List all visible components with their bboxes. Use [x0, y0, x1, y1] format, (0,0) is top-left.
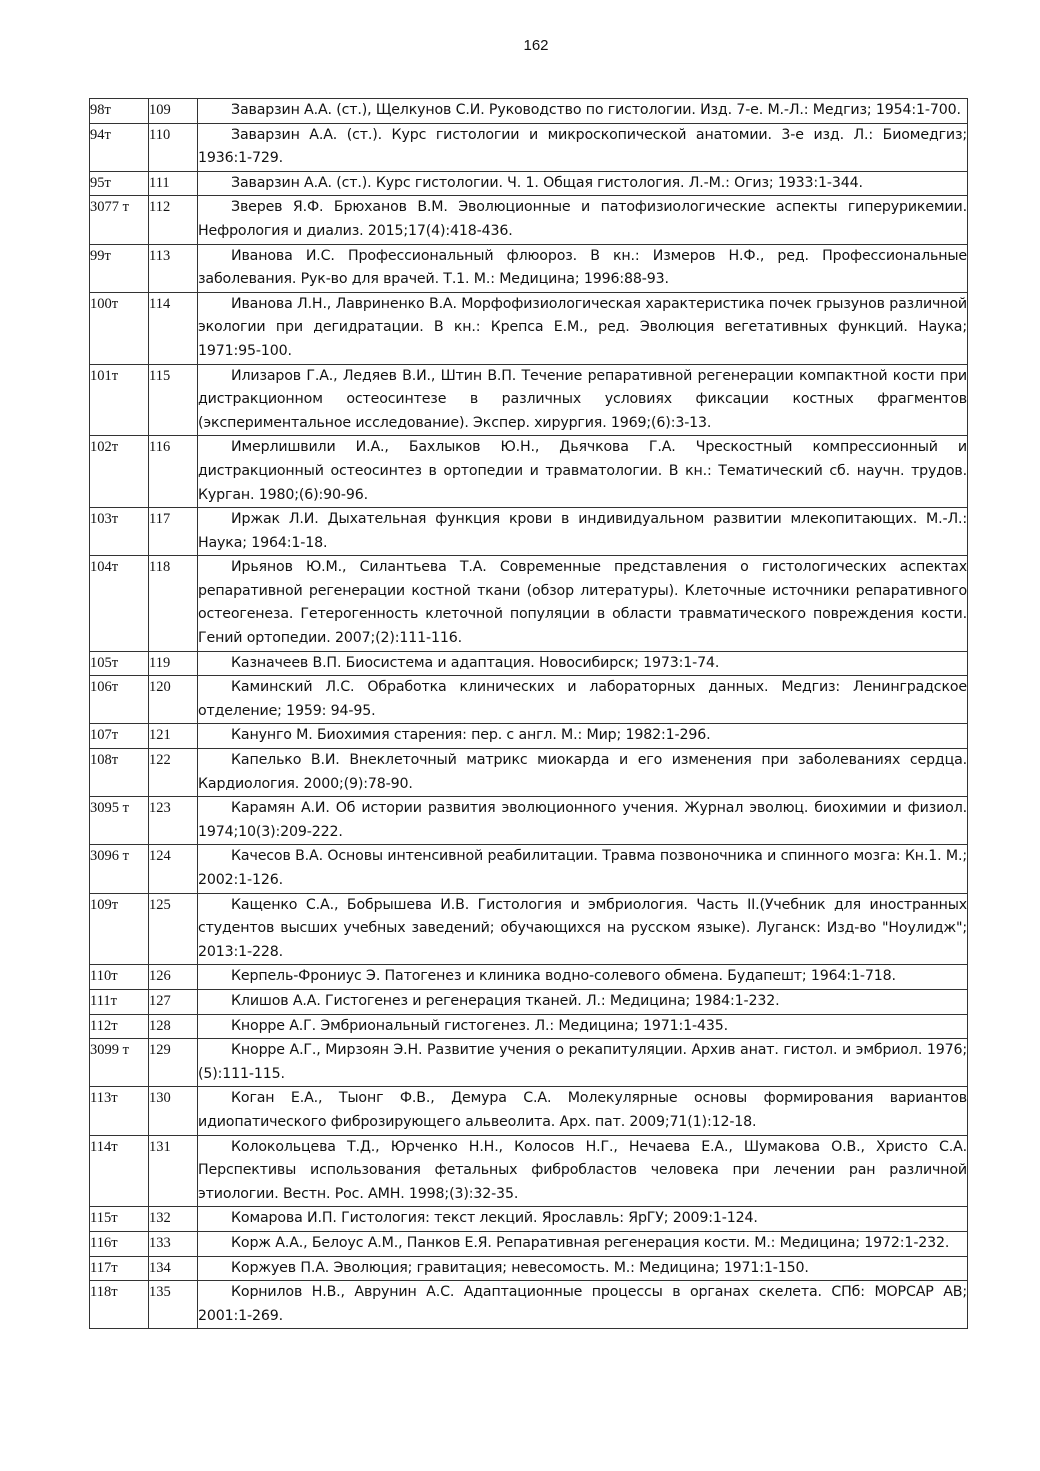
reference-number-cell: 113	[149, 244, 198, 292]
table-row	[90, 1039, 968, 1087]
table-row	[90, 508, 968, 556]
reference-citation-cell: Качесов В.А. Основы интенсивной реабилитации. Травма позвоночника и спинного мозга: Кн.1. М.; 2002:1-126.	[198, 845, 968, 893]
table-row	[90, 1087, 968, 1135]
reference-citation-cell: Коган Е.А., Тыонг Ф.В., Демура С.А. Молекулярные основы формирования вариантов идиопатического фиброзирующего альвеолита. Арх. пат. 2009;71(1):12-18.	[198, 1087, 968, 1135]
reference-code-cell: 117т	[90, 1256, 149, 1281]
reference-citation-cell: Заварзин А.А. (ст.). Курс гистологии и микроскопической анатомии. 3-е изд. Л.: Биомедгиз; 1936:1-729.	[198, 123, 968, 171]
reference-code-cell: 3095 т	[90, 797, 149, 845]
reference-table	[89, 98, 968, 1329]
reference-number-cell: 115	[149, 364, 198, 436]
reference-citation-cell: Кнорре А.Г. Эмбриональный гистогенез. Л.: Медицина; 1971:1-435.	[198, 1014, 968, 1039]
reference-citation-cell: Каминский Л.С. Обработка клинических и лабораторных данных. Медгиз: Ленинградское отделение; 1959: 94-95.	[198, 676, 968, 724]
reference-code-cell: 110т	[90, 965, 149, 990]
reference-number-cell: 116	[149, 436, 198, 508]
reference-citation-cell: Иржак Л.И. Дыхательная функция крови в индивидуальном развитии млекопитающих. М.-Л.: Наука; 1964:1-18.	[198, 508, 968, 556]
table-row	[90, 1014, 968, 1039]
table-row	[90, 364, 968, 436]
reference-number-cell: 133	[149, 1231, 198, 1256]
reference-number-cell: 123	[149, 797, 198, 845]
reference-citation-cell: Корнилов Н.В., Аврунин А.С. Адаптационные процессы в органах скелета. СПб: МОРСАР АВ; 2001:1-269.	[198, 1281, 968, 1329]
reference-code-cell: 3096 т	[90, 845, 149, 893]
reference-code-cell: 95т	[90, 171, 149, 196]
reference-code-cell: 102т	[90, 436, 149, 508]
reference-citation-cell: Иванова Л.Н., Лавриненко В.А. Морфофизиологическая характеристика почек грызунов различной экологии при дегидратации. В кн.: Крепса Е.М., ред. Эволюция вегетативных функций. Наука; 1971:95-100.	[198, 292, 968, 364]
table-row	[90, 893, 968, 965]
reference-citation-cell: Ирьянов Ю.М., Силантьева Т.А. Современные представления о гистологических аспектах репаративной регенерации костной ткани (обзор литературы). Клеточные источники репаративного остеогенеза. Гетерогенность клеточной популяции в области травматического повреждения кости. Гений ортопедии. 2007;(2):111-116.	[198, 556, 968, 651]
table-row	[90, 845, 968, 893]
reference-citation-cell: Клишов А.А. Гистогенез и регенерация тканей. Л.: Медицина; 1984:1-232.	[198, 989, 968, 1014]
table-row	[90, 556, 968, 651]
reference-citation-cell: Комарова И.П. Гистология: текст лекций. Ярославль: ЯрГУ; 2009:1-124.	[198, 1207, 968, 1232]
reference-number-cell: 128	[149, 1014, 198, 1039]
table-row	[90, 436, 968, 508]
reference-citation-cell: Керпель-Фрониус Э. Патогенез и клиника водно-солевого обмена. Будапешт; 1964:1-718.	[198, 965, 968, 990]
reference-code-cell: 100т	[90, 292, 149, 364]
reference-code-cell: 113т	[90, 1087, 149, 1135]
table-row	[90, 244, 968, 292]
table-row	[90, 651, 968, 676]
table-row	[90, 1135, 968, 1207]
reference-citation-cell: Имерлишвили И.А., Бахлыков Ю.Н., Дьячкова Г.А. Чрескостный компрессионный и дистракционный остеосинтез в ортопедии и травматологии. В кн.: Тематический сб. научн. трудов. Курган. 1980;(6):90-96.	[198, 436, 968, 508]
reference-code-cell: 105т	[90, 651, 149, 676]
reference-number-cell: 132	[149, 1207, 198, 1232]
reference-code-cell: 108т	[90, 749, 149, 797]
table-row	[90, 1207, 968, 1232]
reference-number-cell: 111	[149, 171, 198, 196]
reference-number-cell: 112	[149, 196, 198, 244]
reference-code-cell: 103т	[90, 508, 149, 556]
reference-number-cell: 124	[149, 845, 198, 893]
reference-code-cell: 107т	[90, 724, 149, 749]
table-row	[90, 676, 968, 724]
reference-number-cell: 122	[149, 749, 198, 797]
reference-code-cell: 118т	[90, 1281, 149, 1329]
reference-number-cell: 119	[149, 651, 198, 676]
reference-number-cell: 125	[149, 893, 198, 965]
reference-citation-cell: Заварзин А.А. (ст.). Курс гистологии. Ч. 1. Общая гистология. Л.-М.: Огиз; 1933:1-344.	[198, 171, 968, 196]
reference-number-cell: 117	[149, 508, 198, 556]
reference-number-cell: 118	[149, 556, 198, 651]
reference-number-cell: 135	[149, 1281, 198, 1329]
reference-code-cell: 111т	[90, 989, 149, 1014]
reference-number-cell: 129	[149, 1039, 198, 1087]
reference-code-cell: 104т	[90, 556, 149, 651]
reference-code-cell: 112т	[90, 1014, 149, 1039]
reference-code-cell: 114т	[90, 1135, 149, 1207]
table-row	[90, 123, 968, 171]
reference-citation-cell: Илизаров Г.А., Ледяев В.И., Штин В.П. Течение репаративной регенерации компактной кости при дистракционном остеосинтезе в различных условиях фиксации костных фрагментов (экспериментальное исследование). Экспер. хирургия. 1969;(6):3-13.	[198, 364, 968, 436]
reference-number-cell: 126	[149, 965, 198, 990]
reference-number-cell: 110	[149, 123, 198, 171]
reference-citation-cell: Заварзин А.А. (ст.), Щелкунов С.И. Руководство по гистологии. Изд. 7-е. М.-Л.: Медгиз; 1954:1-700.	[198, 99, 968, 124]
reference-code-cell: 109т	[90, 893, 149, 965]
reference-number-cell: 134	[149, 1256, 198, 1281]
reference-citation-cell: Зверев Я.Ф. Брюханов В.М. Эволюционные и патофизиологические аспекты гиперурикемии. Нефрология и диализ. 2015;17(4):418-436.	[198, 196, 968, 244]
table-row	[90, 1231, 968, 1256]
table-row	[90, 797, 968, 845]
reference-code-cell: 116т	[90, 1231, 149, 1256]
reference-table-body	[90, 99, 968, 1329]
reference-code-cell: 99т	[90, 244, 149, 292]
reference-citation-cell: Кащенко С.А., Бобрышева И.В. Гистология и эмбриология. Часть II.(Учебник для иностранных студентов высших учебных заведений; обучающихся на русском языке). Луганск: Изд-во "Ноулидж"; 2013:1-228.	[198, 893, 968, 965]
table-row	[90, 196, 968, 244]
reference-number-cell: 131	[149, 1135, 198, 1207]
reference-citation-cell: Кнорре А.Г., Мирзоян Э.Н. Развитие учения о рекапитуляции. Архив анат. гистол. и эмбриол. 1976;(5):111-115.	[198, 1039, 968, 1087]
reference-number-cell: 127	[149, 989, 198, 1014]
table-row	[90, 1256, 968, 1281]
reference-code-cell: 94т	[90, 123, 149, 171]
reference-number-cell: 121	[149, 724, 198, 749]
table-row	[90, 292, 968, 364]
page-number: 162	[523, 37, 549, 54]
reference-code-cell: 115т	[90, 1207, 149, 1232]
reference-code-cell: 3099 т	[90, 1039, 149, 1087]
reference-citation-cell: Канунго М. Биохимия старения: пер. с англ. М.: Мир; 1982:1-296.	[198, 724, 968, 749]
reference-code-cell: 3077 т	[90, 196, 149, 244]
reference-citation-cell: Капелько В.И. Внеклеточный матрикс миокарда и его изменения при заболеваниях сердца. Кардиология. 2000;(9):78-90.	[198, 749, 968, 797]
reference-code-cell: 106т	[90, 676, 149, 724]
reference-citation-cell: Казначеев В.П. Биосистема и адаптация. Новосибирск; 1973:1-74.	[198, 651, 968, 676]
table-row	[90, 965, 968, 990]
reference-citation-cell: Карамян А.И. Об истории развития эволюционного учения. Журнал эволюц. биохимии и физиол. 1974;10(3):209-222.	[198, 797, 968, 845]
table-row	[90, 989, 968, 1014]
reference-citation-cell: Коржуев П.А. Эволюция; гравитация; невесомость. М.: Медицина; 1971:1-150.	[198, 1256, 968, 1281]
table-row	[90, 724, 968, 749]
reference-citation-cell: Корж А.А., Белоус А.М., Панков Е.Я. Репаративная регенерация кости. М.: Медицина; 1972:1-232.	[198, 1231, 968, 1256]
reference-number-cell: 109	[149, 99, 198, 124]
reference-code-cell: 98т	[90, 99, 149, 124]
table-row	[90, 171, 968, 196]
reference-citation-cell: Колокольцева Т.Д., Юрченко Н.Н., Колосов Н.Г., Нечаева Е.А., Шумакова О.В., Христо С.А. Перспективы использования фетальных фибробластов человека при лечении ран различной этиологии. Вестн. Рос. АМН. 1998;(3):32-35.	[198, 1135, 968, 1207]
reference-code-cell: 101т	[90, 364, 149, 436]
reference-number-cell: 130	[149, 1087, 198, 1135]
reference-number-cell: 120	[149, 676, 198, 724]
reference-citation-cell: Иванова И.С. Профессиональный флюороз. В кн.: Измеров Н.Ф., ред. Профессиональные заболевания. Рук-во для врачей. Т.1. М.: Медицина; 1996:88-93.	[198, 244, 968, 292]
table-row	[90, 749, 968, 797]
reference-number-cell: 114	[149, 292, 198, 364]
table-row	[90, 99, 968, 124]
table-row	[90, 1281, 968, 1329]
